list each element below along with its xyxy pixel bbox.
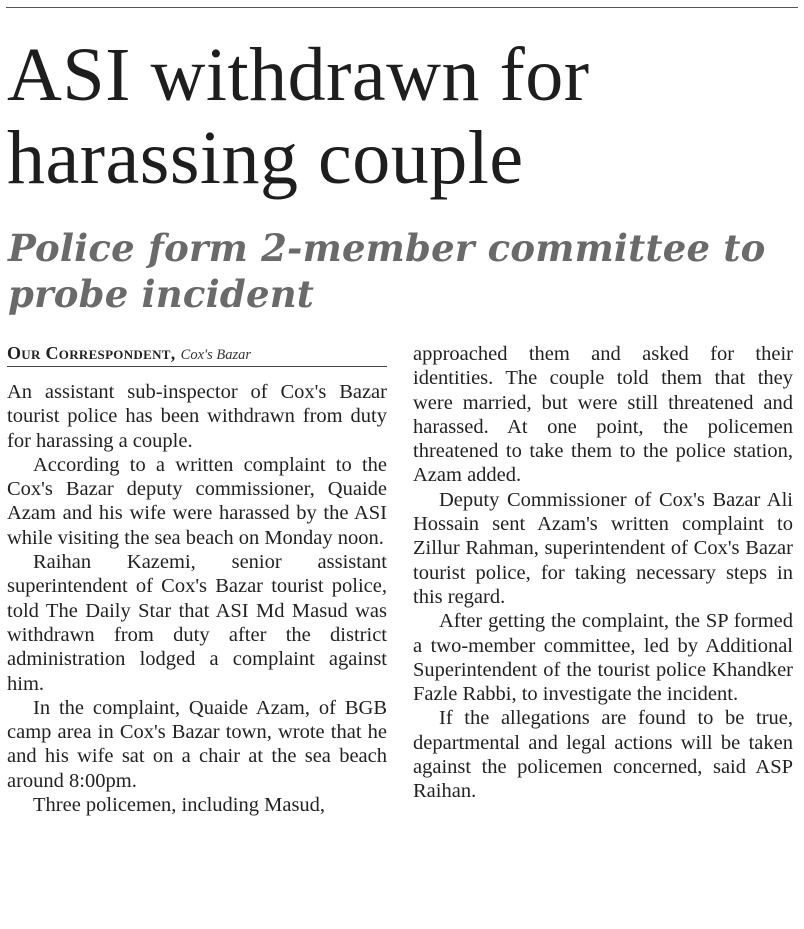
headline: ASI withdrawn for harassing couple bbox=[7, 33, 590, 200]
byline bbox=[7, 340, 387, 367]
paragraph: Deputy Commissioner of Cox's Bazar Ali Hossain sent Azam's written complaint to Zillur Rahman, superintendent of Cox's Bazar tourist police, for taking necessary steps in this regard. bbox=[413, 488, 793, 608]
column-left bbox=[7, 340, 387, 817]
subheadline: Police form 2-member committee to probe incident bbox=[8, 226, 766, 316]
paragraph: In the complaint, Quaide Azam, of BGB camp area in Cox's Bazar town, wrote that he and his wife sat on a chair at the sea beach around 8:00pm. bbox=[7, 696, 387, 792]
paragraph: After getting the complaint, the SP formed a two-member committee, led by Additional Superintendent of the tourist police Khandker Fazle Rabbi, to investigate the incident. bbox=[413, 610, 793, 706]
paragraph: According to a written complaint to the Cox's Bazar deputy commissioner, Quaide Azam and his wife were harassed by the ASI while visiting the sea beach on Monday noon. bbox=[7, 453, 387, 549]
top-rule bbox=[6, 7, 798, 8]
byline-author: Our Correspondent, bbox=[7, 343, 176, 363]
paragraph: If the allegations are found to be true, departmental and legal actions will be taken against the policemen concerned, said ASP Raihan. bbox=[413, 707, 793, 803]
column-right bbox=[413, 342, 793, 804]
paragraph: approached them and asked for their identities. The couple told them that they were married, but were still threatened and harassed. At one point, the policemen threatened to take them to the police station, Azam added. bbox=[413, 343, 793, 487]
paragraph: Three policemen, including Masud, bbox=[33, 794, 326, 817]
paragraph: An assistant sub-inspector of Cox's Bazar tourist police has been withdrawn from duty for harassing a couple. bbox=[7, 381, 387, 452]
byline-location: Cox's Bazar bbox=[180, 347, 252, 363]
paragraph: Raihan Kazemi, senior assistant superintendent of Cox's Bazar tourist police, told The Daily Star that ASI Md Masud was withdrawn from duty after the district administration lodged a complaint against him. bbox=[7, 551, 387, 695]
